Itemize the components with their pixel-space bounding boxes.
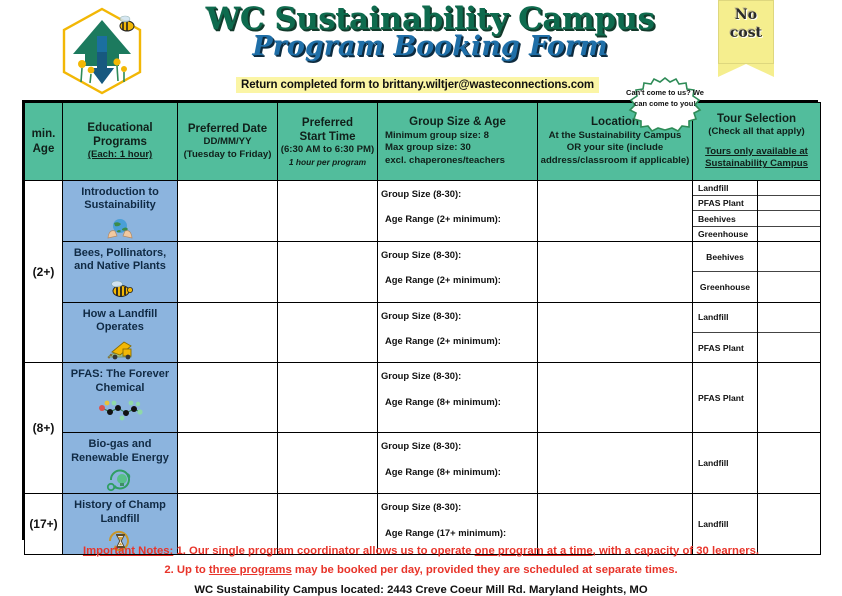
tour-checkbox[interactable] xyxy=(758,211,820,226)
age-group-cell: (2+) xyxy=(25,181,63,363)
table-row xyxy=(25,181,821,242)
gsa-line3: Max group size: 30 xyxy=(385,142,471,154)
date-line3: (Tuesday to Friday) xyxy=(183,148,272,160)
age-range-label: Age Range (2+ minimum): xyxy=(385,213,501,225)
preferred-date-input[interactable] xyxy=(178,302,278,363)
preferred-date-input[interactable] xyxy=(178,363,278,433)
bee-icon xyxy=(63,276,177,302)
preferred-time-input[interactable] xyxy=(278,181,378,242)
notes-label: Important Notes: xyxy=(82,545,174,557)
tour-checkbox-cell xyxy=(758,433,821,494)
tour-checkbox[interactable] xyxy=(758,303,820,333)
tour-labels-cell xyxy=(693,302,758,363)
note-line-1 xyxy=(0,542,842,561)
programs-line3: (Each: 1 hour) xyxy=(87,149,153,161)
table-row xyxy=(25,433,821,494)
col-header-tour-selection xyxy=(693,103,821,181)
min-age-line2: Age xyxy=(32,142,55,155)
important-notes xyxy=(0,542,842,579)
note1-underlined: one program at a time xyxy=(474,545,593,557)
tour-checkbox[interactable] xyxy=(758,242,820,272)
badge-text: Can't come to us? We can come to you! xyxy=(626,88,704,108)
group-size-age-cell[interactable] xyxy=(378,433,538,494)
note-line-2 xyxy=(0,561,842,580)
program-name: PFAS: The Forever Chemical xyxy=(70,368,170,394)
age-range-label: Age Range (8+ minimum): xyxy=(385,395,501,407)
program-name: Bio-gas and Renewable Energy xyxy=(71,438,169,464)
tour-checkbox[interactable] xyxy=(758,433,820,493)
col-header-preferred-time xyxy=(278,103,378,181)
ribbon-line-2: cost xyxy=(729,24,763,41)
tour-checkbox-cell xyxy=(758,363,821,433)
tour-label: Beehives xyxy=(693,242,757,272)
bee-logo-icon xyxy=(120,16,134,31)
tour-label: Beehives xyxy=(693,211,757,226)
dump-truck-icon xyxy=(63,336,177,362)
molecule-icon xyxy=(63,397,177,423)
gsa-line1: Group Size & Age xyxy=(409,116,506,129)
group-size-age-cell[interactable] xyxy=(378,302,538,363)
location-input[interactable] xyxy=(538,363,693,433)
tour-labels-cell xyxy=(693,433,758,494)
group-size-age-cell[interactable] xyxy=(378,363,538,433)
location-input[interactable] xyxy=(538,241,693,302)
tour-label: Greenhouse xyxy=(698,228,749,239)
group-size-label: Group Size (8-30): xyxy=(381,501,462,513)
gsa-line2: Minimum group size: 8 xyxy=(385,129,489,141)
tour-line1: Tour Selection xyxy=(716,112,797,125)
note2-b: may be booked per day, provided they are scheduled at separate times. xyxy=(291,563,678,576)
tour-checkbox[interactable] xyxy=(758,227,820,241)
group-size-label: Group Size (8-30): xyxy=(381,440,462,452)
tour-label: PFAS Plant xyxy=(698,392,744,403)
tour-label: Landfill xyxy=(693,181,757,196)
time-line2: Start Time xyxy=(299,131,356,144)
program-name: Introduction to Sustainability xyxy=(81,186,159,212)
note2-a: 2. Up to xyxy=(164,563,209,576)
renewable-energy-icon xyxy=(63,467,177,493)
group-size-label: Group Size (8-30): xyxy=(381,248,462,260)
preferred-time-input[interactable] xyxy=(278,302,378,363)
earth-in-hands-icon xyxy=(63,215,177,241)
preferred-time-input[interactable] xyxy=(278,433,378,494)
age-group-cell: (8+) xyxy=(25,363,63,494)
program-cell xyxy=(63,433,178,494)
programs-line1: Educational xyxy=(87,121,153,134)
location-input[interactable] xyxy=(538,433,693,494)
col-header-group-size-age xyxy=(378,103,538,181)
loc-line2: At the Sustainability Campus xyxy=(548,129,682,141)
age-range-label: Age Range (8+ minimum): xyxy=(385,465,501,477)
table-row xyxy=(25,302,821,363)
tour-label: Landfill xyxy=(698,458,729,469)
col-header-min-age xyxy=(25,103,63,181)
gsa-line4: excl. chaperones/teachers xyxy=(385,154,505,166)
col-header-programs xyxy=(63,103,178,181)
group-size-label: Group Size (8-30): xyxy=(381,188,462,199)
loc-line4: address/classroom if applicable) xyxy=(540,154,690,166)
time-line4: 1 hour per program xyxy=(288,157,367,168)
title-line-2: Program Booking Form xyxy=(252,30,608,62)
loc-line3: OR your site (include xyxy=(566,142,664,154)
outreach-starburst-badge xyxy=(621,76,709,132)
booking-form-table xyxy=(22,100,818,540)
tour-label: Greenhouse xyxy=(699,281,751,292)
age-range-label: Age Range (2+ minimum): xyxy=(385,334,501,346)
tour-label: Landfill xyxy=(693,303,757,333)
preferred-date-input[interactable] xyxy=(178,181,278,242)
table-row xyxy=(25,241,821,302)
age-group-cell: (17+) xyxy=(25,494,63,555)
campus-address: WC Sustainability Campus located: 2443 Creve Coeur Mill Rd. Maryland Heights, MO xyxy=(194,584,648,596)
program-name: Bees, Pollinators, and Native Plants xyxy=(73,246,167,273)
group-size-label: Group Size (8-30): xyxy=(381,370,462,382)
tour-label: PFAS Plant xyxy=(693,196,757,211)
tour-checkbox-cell xyxy=(758,181,821,242)
program-name: History of Champ Landfill xyxy=(74,499,166,525)
note1-a: 1. Our single program coordinator allows us to operate xyxy=(173,545,475,557)
tour-checkbox-cell xyxy=(758,241,821,302)
table-row xyxy=(25,363,821,433)
tour-checkbox[interactable] xyxy=(758,272,820,301)
page-title xyxy=(180,1,680,62)
no-cost-ribbon xyxy=(718,0,774,78)
tour-line2: (Check all that apply) xyxy=(708,126,805,138)
time-line1: Preferred xyxy=(301,116,354,129)
tour-label: Landfill xyxy=(698,519,729,530)
title-line-1: WC Sustainability Campus xyxy=(205,1,655,37)
program-cell xyxy=(63,302,178,363)
min-age-line1: min. xyxy=(31,128,56,141)
date-line1: Preferred Date xyxy=(187,122,268,135)
col-header-preferred-date xyxy=(178,103,278,181)
tour-checkbox[interactable] xyxy=(758,333,820,362)
preferred-time-input[interactable] xyxy=(278,363,378,433)
wc-sustainability-logo xyxy=(57,6,147,96)
tour-checkbox[interactable] xyxy=(758,181,820,196)
program-name: How a Landfill Operates xyxy=(82,307,158,334)
note1-b: , with a capacity of 30 learners. xyxy=(592,545,760,557)
tour-label: PFAS Plant xyxy=(698,342,744,353)
preferred-time-input[interactable] xyxy=(278,241,378,302)
group-size-age-cell[interactable] xyxy=(378,241,538,302)
loc-line1: Location xyxy=(591,116,639,129)
programs-line2: Programs xyxy=(93,136,147,149)
tour-line4: Sustainability Campus xyxy=(705,158,808,170)
tour-labels-cell xyxy=(693,241,758,302)
tour-checkbox-cell xyxy=(758,302,821,363)
location-input[interactable] xyxy=(538,181,693,242)
date-line2: DD/MM/YY xyxy=(203,135,252,147)
group-size-age-cell[interactable] xyxy=(378,181,538,242)
program-cell xyxy=(63,241,178,302)
tour-labels-cell xyxy=(693,363,758,433)
program-cell xyxy=(63,363,178,433)
tour-checkbox[interactable] xyxy=(758,196,820,211)
ribbon-line-1: No xyxy=(734,7,758,23)
age-range-label: Age Range (17+ minimum): xyxy=(385,526,507,538)
location-input[interactable] xyxy=(538,302,693,363)
tour-line3: Tours only available at xyxy=(705,145,808,157)
tour-labels-cell xyxy=(693,181,758,242)
page-header xyxy=(0,0,842,108)
note2-underlined: three programs xyxy=(208,563,292,576)
program-cell xyxy=(63,181,178,242)
tour-checkbox[interactable] xyxy=(758,363,820,432)
preferred-date-input[interactable] xyxy=(178,241,278,302)
age-range-label: Age Range (2+ minimum): xyxy=(385,274,501,286)
return-email-banner: Return completed form to brittany.wiltjer@wasteconnections.com xyxy=(236,77,599,93)
group-size-label: Group Size (8-30): xyxy=(381,309,462,321)
time-line3: (6:30 AM to 6:30 PM) xyxy=(280,144,375,156)
preferred-date-input[interactable] xyxy=(178,433,278,494)
